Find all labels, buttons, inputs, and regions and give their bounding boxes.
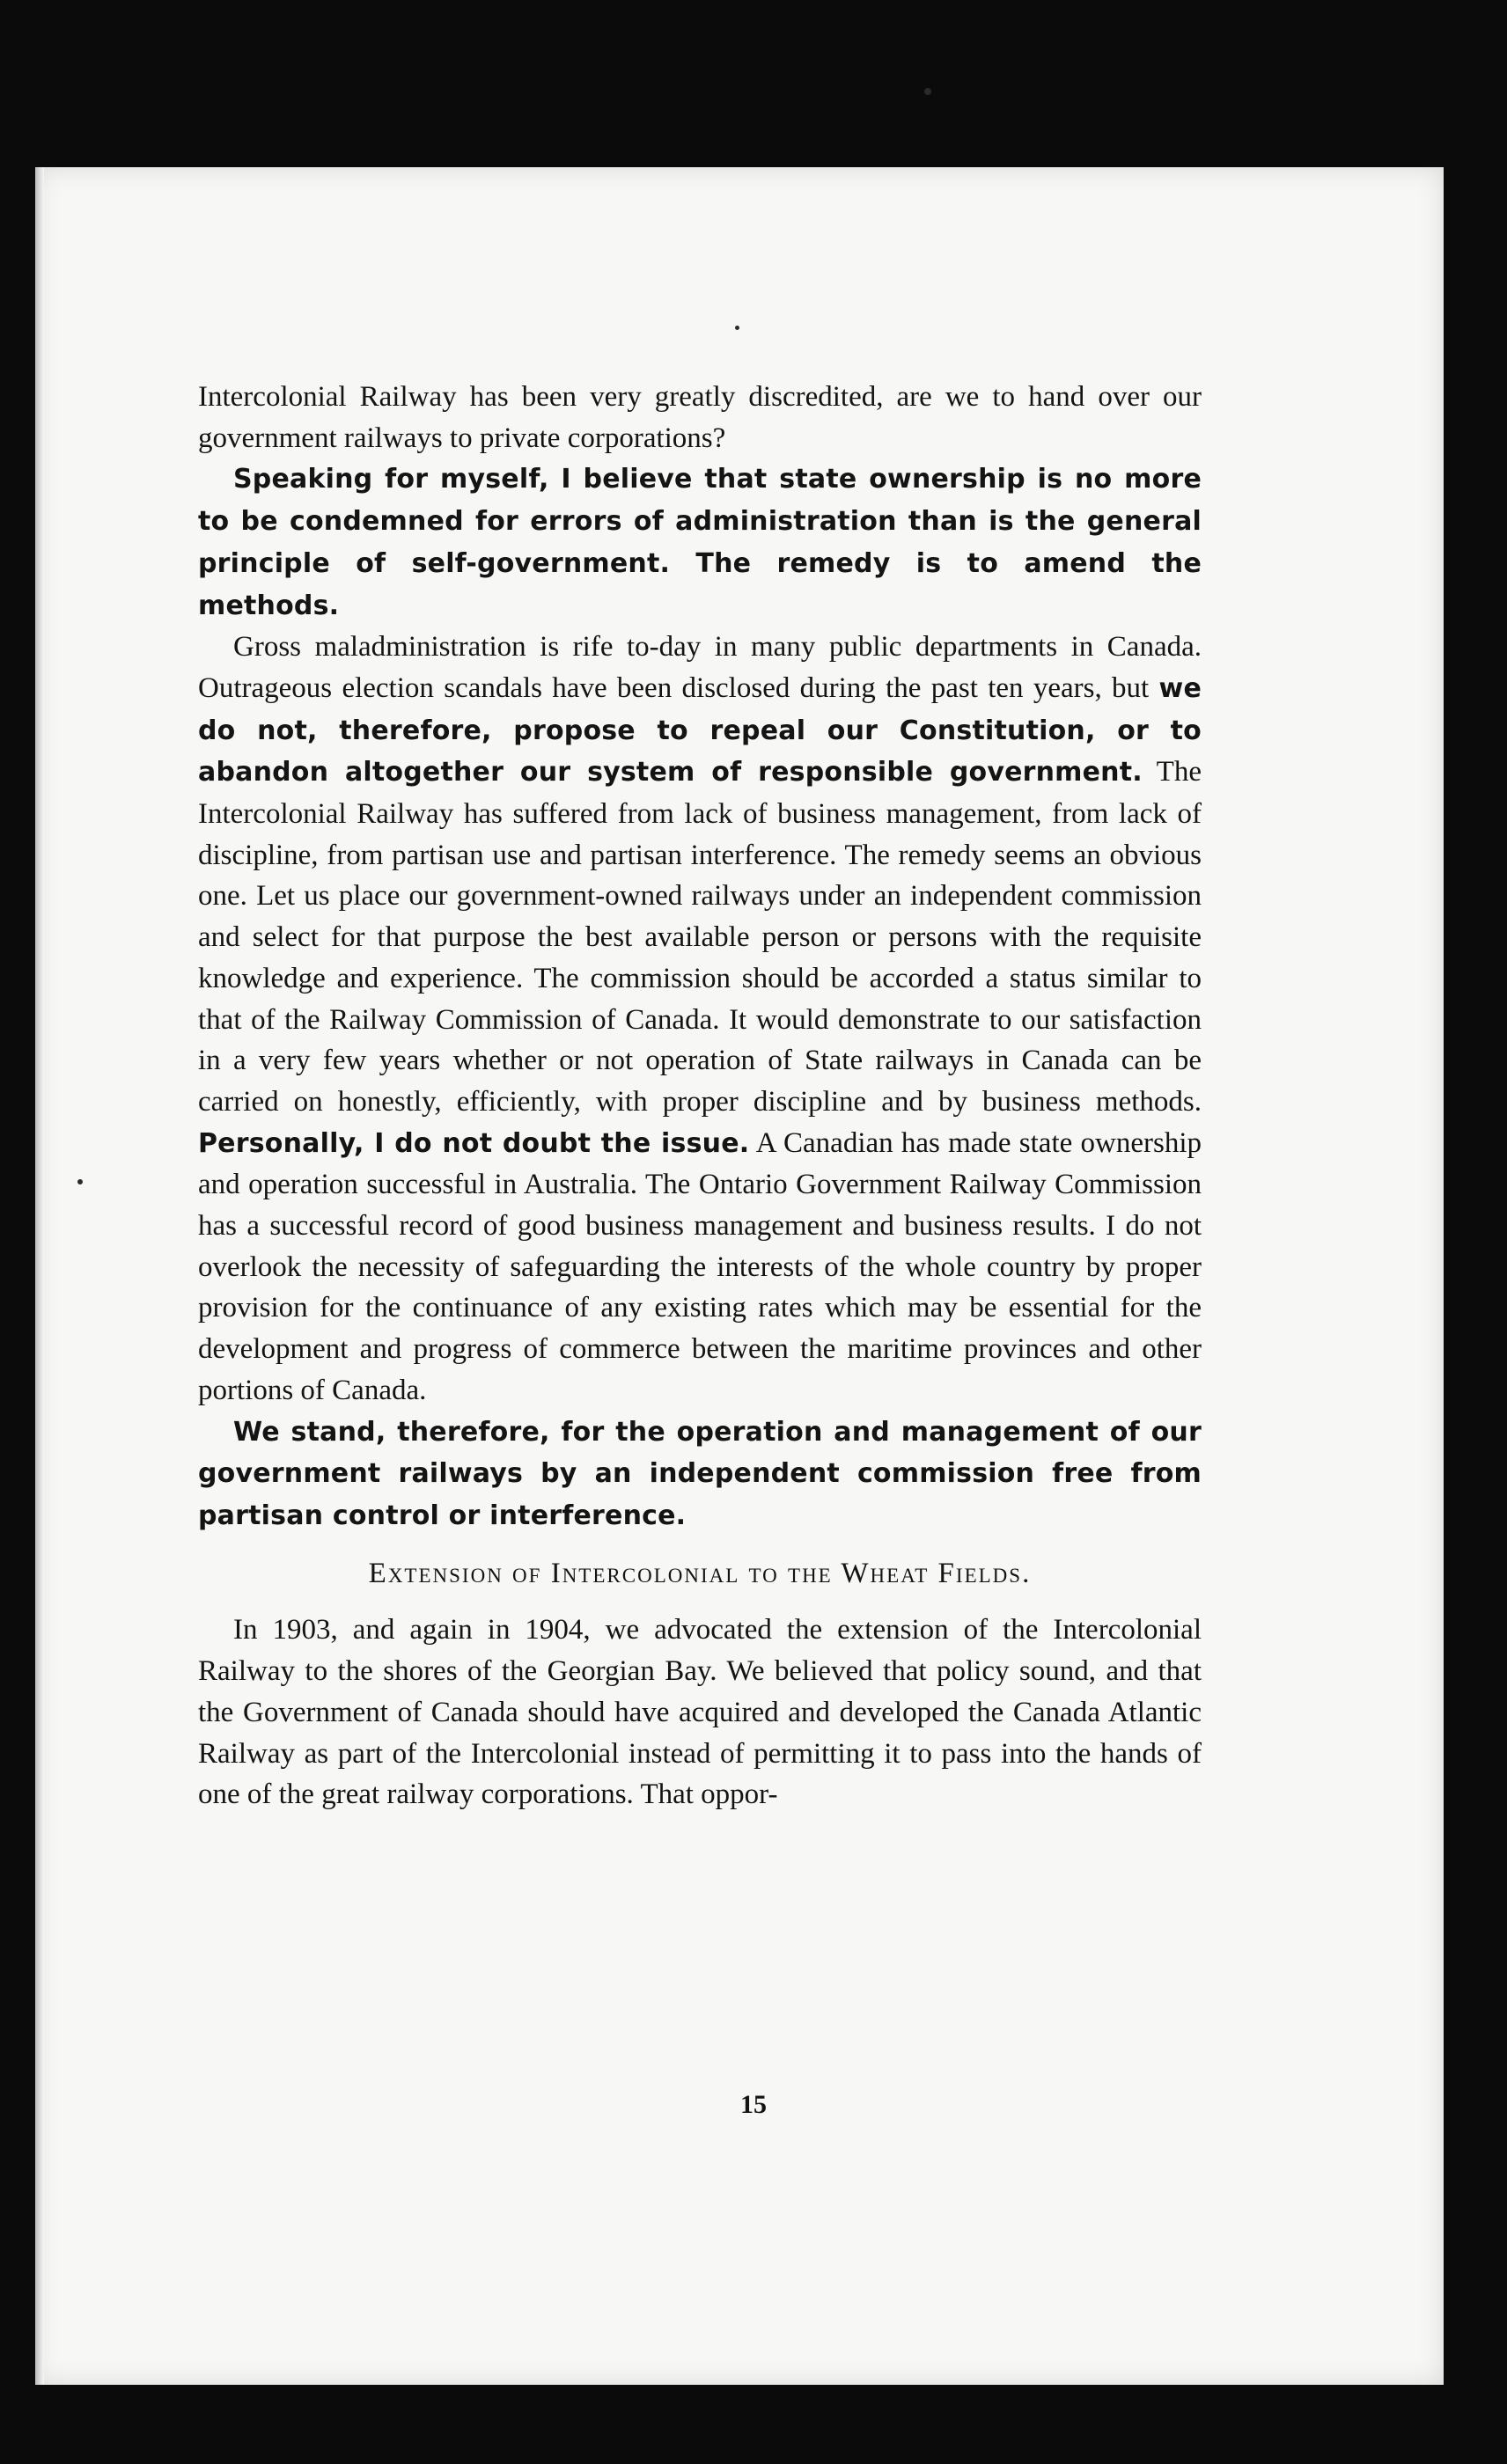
scan-speck [77,1179,83,1184]
text-run: Intercolonial Railway has been very greatly discredited, are we to hand over our government railways to private corporations? [198,381,1202,454]
paragraph-p0 [198,377,1202,458]
paragraph-final [198,1610,1202,1815]
scan-speck [735,326,739,330]
paragraph-p2 [198,627,1202,1411]
section-heading: Extension of Intercolonial to the Wheat Fields. [368,1557,1032,1589]
text-run: In 1903, and again in 1904, we advocated the extension of the Intercolonial Railway to the shores of the Georgian Bay. We believed that policy sound, and that the Government of Canada should have acquired and developed the Canada Atlantic Railway as part of the Intercolonial instead of permitting it to pass into the hands of one of the great railway corporations. That oppor- [198,1614,1202,1811]
scan-speck [924,88,931,95]
paragraph-p1 [198,458,1202,627]
paragraph-p3 [198,1412,1202,1537]
page-number: 15 [740,2090,767,2119]
text-run: Gross maladministration is rife to-day in many public departments in Canada. Outrageous election scandals have been disclosed during the past ten years, but [198,631,1202,704]
bold-run: We stand, therefore, for the operation and management of our government railways by an independent commission free from partisan control or interference. [198,1416,1202,1531]
page-edge-shadow [35,167,44,2385]
bold-run: Personally, I do not doubt the issue. [198,1127,750,1159]
body-text [198,377,1202,1815]
bold-run: we do not, therefore, propose to repeal our Constitution, or to abandon altogether our system of responsible government. [198,672,1202,788]
text-run: The Intercolonial Railway has suffered from lack of business management, from lack of discipline, from partisan use and partisan interference. The remedy seems an obvious one. Let us place our government-owned railways under an independent commission and select for that purpose the best available person or persons with the requisite knowledge and experience. The commission should be accorded a status similar to that of the Railway Commission of Canada. It would demonstrate to our satisfaction in a very few years whether or not operation of State railways in Canada can be carried on honestly, efficiently, with proper discipline and by business methods. [198,756,1202,1118]
text-run: A Canadian has made state ownership and operation successful in Australia. The Ontario Government Railway Commission has a successful record of good business management and business results. I do not overlook the necessity of safeguarding the interests of the whole country by proper provision for the continuance of any existing rates which may be essential for the development and progress of commerce between the maritime provinces and other portions of Canada. [198,1126,1202,1406]
bold-run: Speaking for myself, I believe that state ownership is no more to be condemned for errors of administration than is the general principle of self-government. The remedy is to amend the methods. [198,464,1202,621]
